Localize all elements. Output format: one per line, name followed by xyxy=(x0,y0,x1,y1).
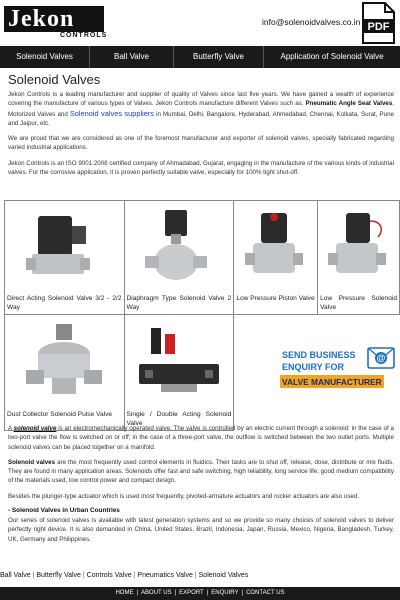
nav-butterfly-valve[interactable]: Butterfly Valve xyxy=(174,46,264,68)
definition-text-a: A xyxy=(8,425,14,432)
enquiry-line-1: SEND BUSINESS xyxy=(282,350,356,360)
enquiry-line-2: ENQUIRY FOR xyxy=(282,362,345,372)
footer-export[interactable]: EXPORT xyxy=(179,590,204,596)
product-caption: Single / Double Acting Solenoid Valve xyxy=(126,411,232,427)
valve-image xyxy=(125,315,234,409)
email-at-icon xyxy=(368,348,394,368)
bottom-links: Ball Valve | Butterfly Valve | Controls Valve | Pneumatics Valve | Solenoid Valves xyxy=(0,572,249,579)
proud-paragraph: We are proud that we are considered as one of the foremost manufacturer and exporter of solenoid valves, specially fabricated regarding varied industrial applications. xyxy=(8,135,394,152)
intro-text-a: Jekon Controls is a leading manufacturer and supplier of quality of Valves since last five years. We have gained a wealth of experience covering the manufacture of various types of Valves. Jekon Controls manufacture different Valves such as, xyxy=(8,91,394,108)
product-caption: Low Pressure Piston Valve xyxy=(236,295,315,302)
page-title: Solenoid Valves xyxy=(8,72,101,87)
footer-home[interactable]: HOME xyxy=(115,590,134,596)
main-content xyxy=(8,72,394,183)
main-nav xyxy=(0,46,400,68)
link-ball-valve[interactable]: Ball Valve xyxy=(0,572,31,579)
link-solenoid-valves[interactable]: Solenoid Valves xyxy=(198,572,249,579)
nav-solenoid-valves[interactable]: Solenoid Valves xyxy=(0,46,90,68)
product-caption: Dust Collector Solenoid Pulse Valve xyxy=(7,411,113,418)
valve-image xyxy=(125,201,234,293)
business-enquiry-banner[interactable] xyxy=(280,344,398,394)
fluidics-text: are the most frequently used control elements in fluidics. Their tasks are to shut off, release, dose, distribute or mix fluids. They are found in many application areas. Solenoids offer fast and safe switching, high reliability, long service life, good medium compatibility of the materials used, low control power and compact design. xyxy=(8,458,394,485)
product-card[interactable] xyxy=(5,315,125,431)
product-card[interactable] xyxy=(5,201,125,315)
actuator-paragraph: Besides the plunger-type actuator which is used most frequently, pivoted-armature actuators and rocker actuators are also used. xyxy=(8,492,360,500)
solenoid-valves-bold: Solenoid valves xyxy=(8,458,56,466)
urban-countries-heading: - Solenoid Valves in Urban Countries xyxy=(8,507,120,515)
info-section xyxy=(8,424,394,550)
nav-application-of-solenoid-valve[interactable]: Application of Solenoid Valve xyxy=(280,52,384,61)
footer-about-us[interactable]: ABOUT US xyxy=(141,590,172,596)
enquiry-line-3: VALVE MANUFACTURER xyxy=(282,377,382,387)
solenoid-valve-link[interactable]: solenoid valve xyxy=(13,425,57,432)
pneumatic-angle-seat-text: Pneumatic Angle Seat Valves xyxy=(305,100,393,108)
link-pneumatics-valve[interactable]: Pneumatics Valve xyxy=(137,572,193,579)
footer-nav: HOME | ABOUT US | EXPORT | ENQUIRY | CONTACT US xyxy=(0,587,400,600)
svg-text:@: @ xyxy=(376,353,386,363)
product-caption: Low Pressure Solenoid Valve xyxy=(320,295,397,311)
logo-text: Jekon xyxy=(4,6,104,32)
solenoid-definition-paragraph xyxy=(8,424,394,452)
logo-subtext: CONTROLS xyxy=(60,32,108,39)
link-controls-valve[interactable]: Controls Valve xyxy=(86,572,132,579)
product-caption: Diaphragm Type Solenoid Valve 2 Way xyxy=(126,295,232,311)
valve-image xyxy=(5,201,124,293)
valve-image xyxy=(234,201,317,293)
intro-text-d: in Mumbai, Delhi, Bangalore, Hyderabad, Ahmedabad, Chennai, Kolkata, Surat, Pune and Jaipur, etc. xyxy=(8,110,394,127)
product-caption: Direct Acting Solenoid Valve 3/2 - 2/2 Way xyxy=(7,295,122,311)
valve-image xyxy=(318,201,399,293)
pdf-icon[interactable] xyxy=(360,2,396,44)
intro-text-c: , Motorized Valves and xyxy=(8,100,394,118)
product-card[interactable] xyxy=(318,201,400,315)
product-card[interactable] xyxy=(124,201,234,315)
definition-text-b: is an electromechanically operated valve. The valve is controlled by an electric current through a solenoid: in the case of a two-port valve the flow is switched on or off; in the case of a three-port valve, the outflow is switched between the two outlet ports. Multiple solenoid valves can be placed together on a manifold. xyxy=(8,425,394,451)
product-card[interactable] xyxy=(124,315,234,431)
footer-contact-us[interactable]: CONTACT US xyxy=(246,590,285,596)
countries-paragraph: Our series of solenoid valves is available with latest generation systems and so we provide so many choices of solenoid valves to deliver perfectly right device. It is also demanded in China, United States, Brazil, Indonesia, Japan, Russia, Mexico, Nigeria, Bangladesh, Turkey, UK, Germany and Philippines. xyxy=(8,517,394,543)
nav-ball-valve[interactable]: Ball Valve xyxy=(90,46,174,68)
fluidics-paragraph xyxy=(8,458,394,486)
site-logo[interactable] xyxy=(4,6,108,40)
valve-image xyxy=(5,315,124,409)
product-grid xyxy=(4,200,400,431)
header xyxy=(0,0,400,46)
footer-enquiry[interactable]: ENQUIRY xyxy=(211,590,239,596)
link-butterfly-valve[interactable]: Butterfly Valve xyxy=(36,572,81,579)
solenoid-valves-suppliers-link[interactable]: Solenoid valves suppliers xyxy=(69,108,155,118)
product-card[interactable] xyxy=(234,201,318,315)
iso-paragraph: Jekon Controls is an ISO 9001:2008 certified company of Ahmadabad, Gujarat, engaging in the manufacture of the various kinds of industrial valves. For the corrosive application, it is proven perfectly suitable valve, especially for 100% tight shut-off. xyxy=(8,159,394,177)
intro-paragraph xyxy=(8,90,394,128)
email-link[interactable]: info@solenoidvalves.co.in xyxy=(262,17,361,27)
pdf-label: PDF xyxy=(367,21,390,33)
